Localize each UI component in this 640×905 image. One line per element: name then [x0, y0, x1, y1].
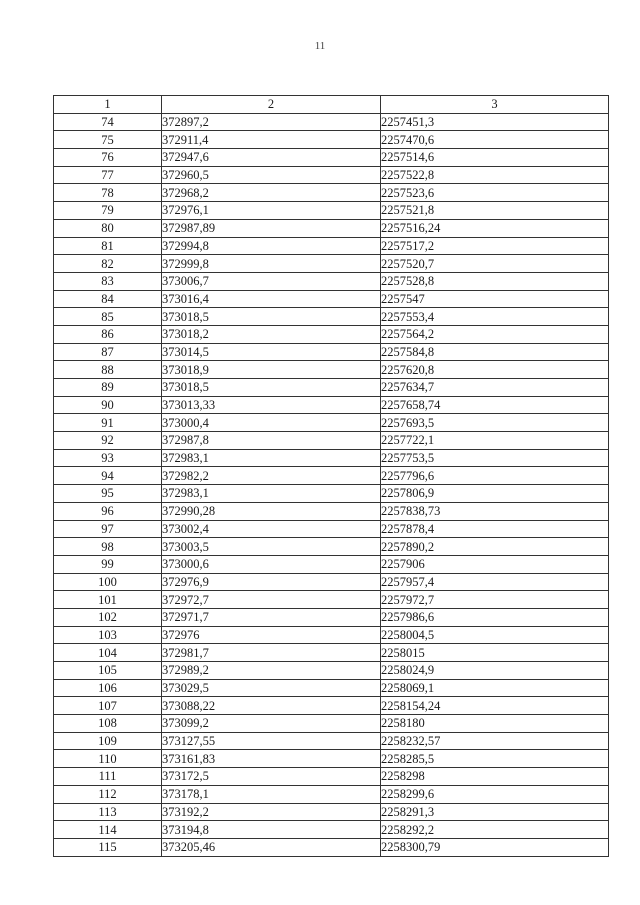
page-number: 11: [314, 40, 326, 52]
point-number-cell: 85: [54, 308, 162, 326]
y-coordinate-cell: 2258180: [381, 715, 609, 733]
x-coordinate-cell: 373002,4: [162, 520, 381, 538]
table-row: [54, 379, 609, 397]
point-number-cell: 111: [54, 768, 162, 786]
y-coordinate-cell: 2258024,9: [381, 662, 609, 680]
point-number-cell: 100: [54, 573, 162, 591]
y-coordinate-cell: 2258004,5: [381, 626, 609, 644]
table-header-row: [54, 96, 609, 114]
table-row: [54, 414, 609, 432]
point-number-cell: 105: [54, 662, 162, 680]
table-row: [54, 750, 609, 768]
y-coordinate-cell: 2258300,79: [381, 838, 609, 856]
y-coordinate-cell: 2257564,2: [381, 325, 609, 343]
y-coordinate-cell: 2257806,9: [381, 485, 609, 503]
x-coordinate-cell: 372987,89: [162, 219, 381, 237]
point-number-cell: 93: [54, 449, 162, 467]
y-coordinate-cell: 2257634,7: [381, 379, 609, 397]
y-coordinate-cell: 2257722,1: [381, 432, 609, 450]
y-coordinate-cell: 2258154,24: [381, 697, 609, 715]
point-number-cell: 87: [54, 343, 162, 361]
table-row: [54, 272, 609, 290]
point-number-cell: 101: [54, 591, 162, 609]
x-coordinate-cell: 372983,1: [162, 449, 381, 467]
x-coordinate-cell: 372981,7: [162, 644, 381, 662]
y-coordinate-cell: 2257470,6: [381, 131, 609, 149]
table-row: [54, 290, 609, 308]
y-coordinate-cell: 2257584,8: [381, 343, 609, 361]
table-row: [54, 449, 609, 467]
column-header-x: 2: [162, 96, 381, 114]
table-row: [54, 308, 609, 326]
table-row: [54, 803, 609, 821]
table-row: [54, 184, 609, 202]
point-number-cell: 113: [54, 803, 162, 821]
point-number-cell: 98: [54, 538, 162, 556]
x-coordinate-cell: 373016,4: [162, 290, 381, 308]
table-row: [54, 608, 609, 626]
x-coordinate-cell: 372976,1: [162, 202, 381, 220]
table-row: [54, 768, 609, 786]
table-row: [54, 697, 609, 715]
table-row: [54, 432, 609, 450]
table-row: [54, 785, 609, 803]
point-number-cell: 76: [54, 149, 162, 167]
point-number-cell: 110: [54, 750, 162, 768]
table-row: [54, 591, 609, 609]
y-coordinate-cell: 2257516,24: [381, 219, 609, 237]
x-coordinate-cell: 373161,83: [162, 750, 381, 768]
point-number-cell: 102: [54, 608, 162, 626]
x-coordinate-cell: 372983,1: [162, 485, 381, 503]
x-coordinate-cell: 372976,9: [162, 573, 381, 591]
point-number-cell: 88: [54, 361, 162, 379]
x-coordinate-cell: 373029,5: [162, 679, 381, 697]
x-coordinate-cell: 372976: [162, 626, 381, 644]
x-coordinate-cell: 373018,2: [162, 325, 381, 343]
y-coordinate-cell: 2257520,7: [381, 255, 609, 273]
x-coordinate-cell: 373172,5: [162, 768, 381, 786]
point-number-cell: 106: [54, 679, 162, 697]
y-coordinate-cell: 2258292,2: [381, 821, 609, 839]
point-number-cell: 83: [54, 272, 162, 290]
y-coordinate-cell: 2257753,5: [381, 449, 609, 467]
x-coordinate-cell: 373003,5: [162, 538, 381, 556]
point-number-cell: 80: [54, 219, 162, 237]
table-row: [54, 502, 609, 520]
y-coordinate-cell: 2257522,8: [381, 166, 609, 184]
x-coordinate-cell: 372989,2: [162, 662, 381, 680]
point-number-cell: 115: [54, 838, 162, 856]
x-coordinate-cell: 372971,7: [162, 608, 381, 626]
point-number-cell: 95: [54, 485, 162, 503]
point-number-cell: 89: [54, 379, 162, 397]
table-row: [54, 662, 609, 680]
x-coordinate-cell: 373000,4: [162, 414, 381, 432]
y-coordinate-cell: 2257906: [381, 555, 609, 573]
point-number-cell: 108: [54, 715, 162, 733]
x-coordinate-cell: 373194,8: [162, 821, 381, 839]
y-coordinate-cell: 2257553,4: [381, 308, 609, 326]
x-coordinate-cell: 372911,4: [162, 131, 381, 149]
coordinates-table: [53, 95, 609, 857]
point-number-cell: 96: [54, 502, 162, 520]
table-row: [54, 732, 609, 750]
x-coordinate-cell: 372982,2: [162, 467, 381, 485]
x-coordinate-cell: 372994,8: [162, 237, 381, 255]
table-row: [54, 343, 609, 361]
y-coordinate-cell: 2257957,4: [381, 573, 609, 591]
point-number-cell: 99: [54, 555, 162, 573]
table-body: [54, 113, 609, 856]
table-row: [54, 361, 609, 379]
y-coordinate-cell: 2257517,2: [381, 237, 609, 255]
point-number-cell: 112: [54, 785, 162, 803]
x-coordinate-cell: 373178,1: [162, 785, 381, 803]
table-row: [54, 573, 609, 591]
x-coordinate-cell: 372990,28: [162, 502, 381, 520]
table-row: [54, 626, 609, 644]
table-row: [54, 202, 609, 220]
point-number-cell: 78: [54, 184, 162, 202]
y-coordinate-cell: 2257521,8: [381, 202, 609, 220]
y-coordinate-cell: 2258232,57: [381, 732, 609, 750]
point-number-cell: 114: [54, 821, 162, 839]
point-number-cell: 82: [54, 255, 162, 273]
table-row: [54, 467, 609, 485]
y-coordinate-cell: 2258299,6: [381, 785, 609, 803]
point-number-cell: 75: [54, 131, 162, 149]
x-coordinate-cell: 372987,8: [162, 432, 381, 450]
point-number-cell: 91: [54, 414, 162, 432]
point-number-cell: 92: [54, 432, 162, 450]
y-coordinate-cell: 2258291,3: [381, 803, 609, 821]
point-number-cell: 104: [54, 644, 162, 662]
point-number-cell: 74: [54, 113, 162, 131]
column-header-point: 1: [54, 96, 162, 114]
table-row: [54, 166, 609, 184]
table-row: [54, 113, 609, 131]
y-coordinate-cell: 2257972,7: [381, 591, 609, 609]
table-row: [54, 131, 609, 149]
x-coordinate-cell: 373000,6: [162, 555, 381, 573]
table-row: [54, 219, 609, 237]
y-coordinate-cell: 2257528,8: [381, 272, 609, 290]
table-row: [54, 644, 609, 662]
point-number-cell: 103: [54, 626, 162, 644]
y-coordinate-cell: 2257693,5: [381, 414, 609, 432]
y-coordinate-cell: 2257796,6: [381, 467, 609, 485]
x-coordinate-cell: 372972,7: [162, 591, 381, 609]
x-coordinate-cell: 373127,55: [162, 732, 381, 750]
table-row: [54, 485, 609, 503]
y-coordinate-cell: 2257547: [381, 290, 609, 308]
table-row: [54, 255, 609, 273]
x-coordinate-cell: 372947,6: [162, 149, 381, 167]
x-coordinate-cell: 372897,2: [162, 113, 381, 131]
x-coordinate-cell: 373205,46: [162, 838, 381, 856]
x-coordinate-cell: 373018,5: [162, 379, 381, 397]
point-number-cell: 77: [54, 166, 162, 184]
table-row: [54, 838, 609, 856]
table-row: [54, 679, 609, 697]
point-number-cell: 109: [54, 732, 162, 750]
x-coordinate-cell: 373014,5: [162, 343, 381, 361]
point-number-cell: 94: [54, 467, 162, 485]
y-coordinate-cell: 2258285,5: [381, 750, 609, 768]
point-number-cell: 107: [54, 697, 162, 715]
point-number-cell: 79: [54, 202, 162, 220]
point-number-cell: 97: [54, 520, 162, 538]
table-row: [54, 149, 609, 167]
table-row: [54, 538, 609, 556]
y-coordinate-cell: 2257986,6: [381, 608, 609, 626]
x-coordinate-cell: 373099,2: [162, 715, 381, 733]
x-coordinate-cell: 373013,33: [162, 396, 381, 414]
point-number-cell: 86: [54, 325, 162, 343]
x-coordinate-cell: 372960,5: [162, 166, 381, 184]
y-coordinate-cell: 2257838,73: [381, 502, 609, 520]
y-coordinate-cell: 2258298: [381, 768, 609, 786]
point-number-cell: 84: [54, 290, 162, 308]
y-coordinate-cell: 2257451,3: [381, 113, 609, 131]
y-coordinate-cell: 2257658,74: [381, 396, 609, 414]
x-coordinate-cell: 373018,5: [162, 308, 381, 326]
y-coordinate-cell: 2257890,2: [381, 538, 609, 556]
table-row: [54, 396, 609, 414]
y-coordinate-cell: 2258069,1: [381, 679, 609, 697]
x-coordinate-cell: 372999,8: [162, 255, 381, 273]
y-coordinate-cell: 2257878,4: [381, 520, 609, 538]
column-header-y: 3: [381, 96, 609, 114]
table-row: [54, 821, 609, 839]
y-coordinate-cell: 2257523,6: [381, 184, 609, 202]
point-number-cell: 90: [54, 396, 162, 414]
x-coordinate-cell: 372968,2: [162, 184, 381, 202]
table-row: [54, 555, 609, 573]
table-row: [54, 237, 609, 255]
x-coordinate-cell: 373192,2: [162, 803, 381, 821]
table-row: [54, 715, 609, 733]
table-row: [54, 325, 609, 343]
point-number-cell: 81: [54, 237, 162, 255]
x-coordinate-cell: 373088,22: [162, 697, 381, 715]
x-coordinate-cell: 373018,9: [162, 361, 381, 379]
table-row: [54, 520, 609, 538]
y-coordinate-cell: 2258015: [381, 644, 609, 662]
x-coordinate-cell: 373006,7: [162, 272, 381, 290]
y-coordinate-cell: 2257514,6: [381, 149, 609, 167]
y-coordinate-cell: 2257620,8: [381, 361, 609, 379]
